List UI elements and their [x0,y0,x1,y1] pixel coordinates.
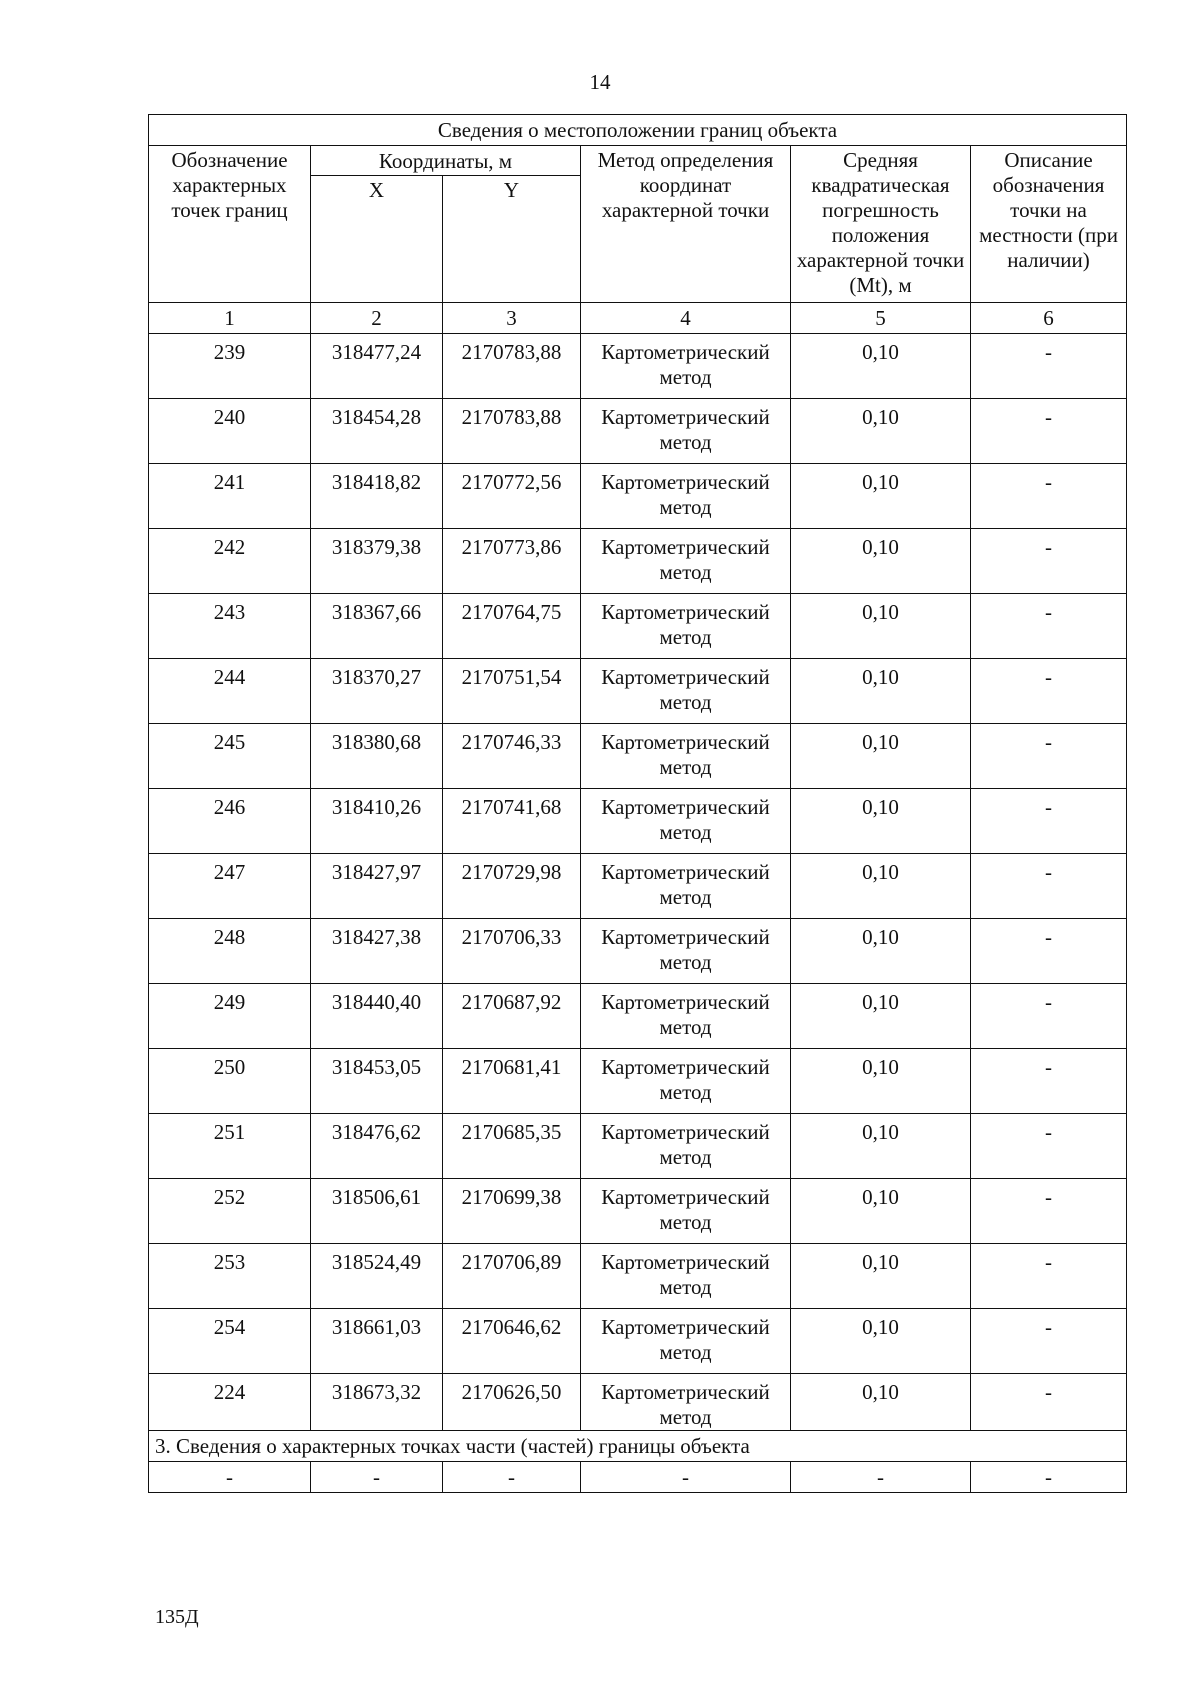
mean-square-error-cell: 0,10 [791,399,971,464]
point-cell: 249 [149,984,311,1049]
column-number: 6 [971,303,1127,334]
point-cell: 241 [149,464,311,529]
y-coordinate-cell: 2170646,62 [443,1309,581,1374]
description-cell: - [971,464,1127,529]
point-cell: 239 [149,334,311,399]
table-row [149,659,1127,724]
boundary-points-table [148,114,1127,1493]
x-coordinate-cell: 318453,05 [311,1049,443,1114]
point-cell: 244 [149,659,311,724]
x-coordinate-cell: 318477,24 [311,334,443,399]
description-cell: - [971,334,1127,399]
description-cell: - [971,1374,1127,1431]
empty-cell: - [311,1462,443,1493]
empty-cell: - [791,1462,971,1493]
y-coordinate-cell: 2170783,88 [443,399,581,464]
empty-cell: - [443,1462,581,1493]
x-coordinate-cell: 318440,40 [311,984,443,1049]
x-coordinate-cell: 318661,03 [311,1309,443,1374]
method-cell: Картометрический метод [581,984,791,1049]
x-coordinate-cell: 318379,38 [311,529,443,594]
table-row [149,1309,1127,1374]
mean-square-error-cell: 0,10 [791,1179,971,1244]
y-coordinate-cell: 2170773,86 [443,529,581,594]
table-row [149,334,1127,399]
mean-square-error-cell: 0,10 [791,1244,971,1309]
method-cell: Картометрический метод [581,1049,791,1114]
y-coordinate-cell: 2170706,33 [443,919,581,984]
mean-square-error-cell: 0,10 [791,1374,971,1431]
method-cell: Картометрический метод [581,334,791,399]
method-cell: Картометрический метод [581,594,791,659]
point-cell: 242 [149,529,311,594]
y-coordinate-cell: 2170685,35 [443,1114,581,1179]
column-number: 1 [149,303,311,334]
header-mean-square-error: Средняя квадратическая погрешность положения характерной точки (Mt), м [791,146,971,303]
point-cell: 248 [149,919,311,984]
y-coordinate-cell: 2170699,38 [443,1179,581,1244]
y-coordinate-cell: 2170687,92 [443,984,581,1049]
mean-square-error-cell: 0,10 [791,659,971,724]
header-point-description: Описание обозначения точки на местности (при наличии) [971,146,1127,303]
empty-cell: - [971,1462,1127,1493]
table-row [149,1114,1127,1179]
table-row [149,1049,1127,1114]
mean-square-error-cell: 0,10 [791,789,971,854]
point-cell: 224 [149,1374,311,1431]
table-row [149,854,1127,919]
mean-square-error-cell: 0,10 [791,919,971,984]
mean-square-error-cell: 0,10 [791,724,971,789]
mean-square-error-cell: 0,10 [791,1114,971,1179]
description-cell: - [971,529,1127,594]
table-row [149,1374,1127,1431]
y-coordinate-cell: 2170772,56 [443,464,581,529]
method-cell: Картометрический метод [581,399,791,464]
point-cell: 253 [149,1244,311,1309]
description-cell: - [971,1049,1127,1114]
description-cell: - [971,399,1127,464]
section-3-title: 3. Сведения о характерных точках части (частей) границы объекта [149,1431,1127,1462]
method-cell: Картометрический метод [581,529,791,594]
empty-cell: - [149,1462,311,1493]
table-row [149,1179,1127,1244]
method-cell: Картометрический метод [581,659,791,724]
y-coordinate-cell: 2170681,41 [443,1049,581,1114]
description-cell: - [971,789,1127,854]
mean-square-error-cell: 0,10 [791,854,971,919]
mean-square-error-cell: 0,10 [791,529,971,594]
header-row [149,146,1127,176]
method-cell: Картометрический метод [581,789,791,854]
x-coordinate-cell: 318673,32 [311,1374,443,1431]
table-row [149,464,1127,529]
x-coordinate-cell: 318476,62 [311,1114,443,1179]
table-caption-row [149,115,1127,146]
y-coordinate-cell: 2170783,88 [443,334,581,399]
method-cell: Картометрический метод [581,1374,791,1431]
point-cell: 245 [149,724,311,789]
page-number: 14 [589,70,611,94]
description-cell: - [971,984,1127,1049]
y-coordinate-cell: 2170746,33 [443,724,581,789]
y-coordinate-cell: 2170706,89 [443,1244,581,1309]
table-row [149,724,1127,789]
description-cell: - [971,659,1127,724]
table-row [149,594,1127,659]
point-cell: 254 [149,1309,311,1374]
y-coordinate-cell: 2170741,68 [443,789,581,854]
table-row [149,789,1127,854]
x-coordinate-cell: 318367,66 [311,594,443,659]
x-coordinate-cell: 318427,38 [311,919,443,984]
point-cell: 252 [149,1179,311,1244]
description-cell: - [971,854,1127,919]
column-number: 4 [581,303,791,334]
header-y: Y [443,176,581,303]
column-number: 3 [443,303,581,334]
method-cell: Картометрический метод [581,1179,791,1244]
description-cell: - [971,1114,1127,1179]
mean-square-error-cell: 0,10 [791,984,971,1049]
method-cell: Картометрический метод [581,919,791,984]
header-x: X [311,176,443,303]
x-coordinate-cell: 318380,68 [311,724,443,789]
header-coordinates: Координаты, м [311,146,581,176]
document-code: 135Д [155,1606,199,1628]
empty-cell: - [581,1462,791,1493]
mean-square-error-cell: 0,10 [791,464,971,529]
point-cell: 247 [149,854,311,919]
description-cell: - [971,594,1127,659]
table-caption: Сведения о местоположении границ объекта [149,115,1127,146]
table-row [149,529,1127,594]
point-cell: 251 [149,1114,311,1179]
table-row [149,984,1127,1049]
method-cell: Картометрический метод [581,464,791,529]
mean-square-error-cell: 0,10 [791,1049,971,1114]
table-row [149,919,1127,984]
mean-square-error-cell: 0,10 [791,1309,971,1374]
description-cell: - [971,1179,1127,1244]
column-numbers-row [149,303,1127,334]
point-cell: 243 [149,594,311,659]
x-coordinate-cell: 318427,97 [311,854,443,919]
x-coordinate-cell: 318370,27 [311,659,443,724]
y-coordinate-cell: 2170729,98 [443,854,581,919]
table-row [149,1244,1127,1309]
method-cell: Картометрический метод [581,1244,791,1309]
point-cell: 250 [149,1049,311,1114]
y-coordinate-cell: 2170764,75 [443,594,581,659]
description-cell: - [971,724,1127,789]
table-row [149,399,1127,464]
method-cell: Картометрический метод [581,1309,791,1374]
x-coordinate-cell: 318506,61 [311,1179,443,1244]
header-point-designation: Обозначение характерных точек границ [149,146,311,303]
x-coordinate-cell: 318454,28 [311,399,443,464]
description-cell: - [971,1244,1127,1309]
x-coordinate-cell: 318410,26 [311,789,443,854]
column-number: 5 [791,303,971,334]
section-3-row [149,1431,1127,1462]
method-cell: Картометрический метод [581,854,791,919]
x-coordinate-cell: 318524,49 [311,1244,443,1309]
column-number: 2 [311,303,443,334]
method-cell: Картометрический метод [581,1114,791,1179]
x-coordinate-cell: 318418,82 [311,464,443,529]
description-cell: - [971,1309,1127,1374]
y-coordinate-cell: 2170751,54 [443,659,581,724]
method-cell: Картометрический метод [581,724,791,789]
y-coordinate-cell: 2170626,50 [443,1374,581,1431]
point-cell: 240 [149,399,311,464]
mean-square-error-cell: 0,10 [791,594,971,659]
description-cell: - [971,919,1127,984]
mean-square-error-cell: 0,10 [791,334,971,399]
point-cell: 246 [149,789,311,854]
header-method: Метод определения координат характерной точки [581,146,791,303]
section-3-empty-row [149,1462,1127,1493]
